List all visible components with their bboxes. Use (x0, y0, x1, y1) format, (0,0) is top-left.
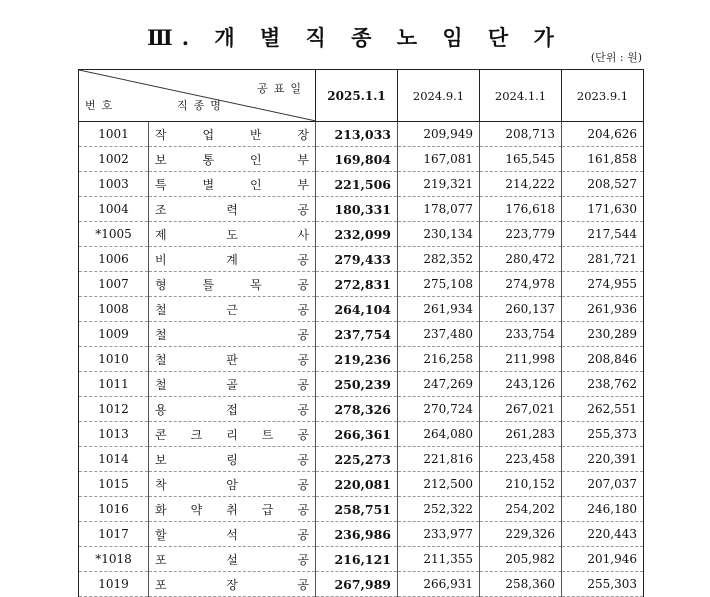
header-name-label: 직종명 (177, 99, 227, 112)
wage-value-2: 264,080 (398, 422, 480, 447)
job-name (155, 476, 309, 493)
job-name (155, 226, 309, 243)
table-row (79, 422, 644, 447)
job-name-char: 별 (202, 177, 215, 192)
wage-value-2: 219,321 (398, 172, 480, 197)
job-name-char: 조 (155, 202, 167, 217)
wage-value-2: 209,949 (398, 122, 480, 147)
job-name (155, 376, 309, 393)
job-name (155, 551, 309, 568)
wage-value-2: 266,931 (398, 572, 480, 597)
job-name-char: 공 (297, 477, 309, 492)
job-name (155, 151, 309, 168)
wage-value-1: 169,804 (316, 147, 398, 172)
job-name-char: 공 (297, 302, 309, 317)
wage-value-2: 230,134 (398, 222, 480, 247)
wage-value-3: 176,618 (480, 197, 562, 222)
job-name-cell (149, 497, 316, 522)
wage-value-4: 255,303 (562, 572, 644, 597)
wage-value-1: 225,273 (316, 447, 398, 472)
wage-value-2: 247,269 (398, 372, 480, 397)
job-name-char: 포 (155, 577, 167, 592)
wage-value-3: 214,222 (480, 172, 562, 197)
job-name (155, 351, 309, 368)
wage-value-4: 217,544 (562, 222, 644, 247)
table-row (79, 272, 644, 297)
job-name-char: 비 (155, 252, 167, 267)
wage-value-4: 208,846 (562, 347, 644, 372)
wage-value-3: 267,021 (480, 397, 562, 422)
wage-value-1: 219,236 (316, 347, 398, 372)
job-name-char: 판 (226, 352, 238, 367)
job-name-cell (149, 247, 316, 272)
job-name (155, 451, 309, 468)
job-name (155, 526, 309, 543)
job-name-char: 공 (297, 527, 309, 542)
wage-value-2: 237,480 (398, 322, 480, 347)
job-name-char: 리 (226, 427, 238, 442)
job-name-cell (149, 122, 316, 147)
job-name-char: 공 (297, 402, 309, 417)
job-name-char: 콘 (155, 427, 167, 442)
job-name-char: 급 (261, 502, 274, 517)
job-name-char: 철 (155, 377, 167, 392)
wage-value-4: 201,946 (562, 547, 644, 572)
table-row (79, 147, 644, 172)
wage-value-3: 208,713 (480, 122, 562, 147)
job-name-cell (149, 147, 316, 172)
job-name-char: 약 (190, 502, 203, 517)
job-name (155, 251, 309, 268)
wage-value-1: 237,754 (316, 322, 398, 347)
job-name-char: 공 (297, 252, 309, 267)
wage-value-2: 270,724 (398, 397, 480, 422)
wage-value-1: 264,104 (316, 297, 398, 322)
wage-value-3: 233,754 (480, 322, 562, 347)
wage-value-2: 261,934 (398, 297, 480, 322)
job-name (155, 426, 309, 443)
job-name-char: 공 (297, 352, 309, 367)
job-name-char: 공 (297, 277, 309, 292)
job-code-cell: 1015 (79, 472, 149, 497)
job-name-char: 할 (155, 527, 167, 542)
job-name (155, 126, 309, 143)
job-name-cell (149, 572, 316, 597)
job-code-cell: 1008 (79, 297, 149, 322)
job-code-cell: 1010 (79, 347, 149, 372)
wage-table (78, 69, 644, 597)
job-name-char: 작 (155, 127, 167, 142)
wage-value-1: 250,239 (316, 372, 398, 397)
job-name-cell (149, 472, 316, 497)
table-row (79, 347, 644, 372)
job-name-char: 특 (155, 177, 167, 192)
job-name-cell (149, 422, 316, 447)
job-name-char: 공 (297, 577, 309, 592)
job-code-cell: 1011 (79, 372, 149, 397)
job-name-char: 공 (297, 202, 309, 217)
wage-value-4: 204,626 (562, 122, 644, 147)
wage-value-3: 254,202 (480, 497, 562, 522)
job-name-char: 공 (297, 452, 309, 467)
job-name-char: 부 (297, 177, 309, 192)
table-row (79, 297, 644, 322)
wage-value-2: 275,108 (398, 272, 480, 297)
wage-value-1: 272,831 (316, 272, 398, 297)
job-name (155, 576, 309, 593)
job-name (155, 276, 309, 293)
table-row (79, 397, 644, 422)
header-date-3: 2024.1.1 (480, 70, 562, 122)
job-name-cell (149, 372, 316, 397)
wage-value-4: 274,955 (562, 272, 644, 297)
wage-value-1: 216,121 (316, 547, 398, 572)
wage-value-4: 246,180 (562, 497, 644, 522)
table-row (79, 497, 644, 522)
job-name-char: 크 (190, 427, 203, 442)
wage-value-3: 260,137 (480, 297, 562, 322)
wage-value-1: 278,326 (316, 397, 398, 422)
wage-value-1: 266,361 (316, 422, 398, 447)
job-name-char: 철 (155, 302, 167, 317)
wage-value-1: 258,751 (316, 497, 398, 522)
header-row (79, 70, 644, 122)
table-row (79, 172, 644, 197)
job-code-cell: 1013 (79, 422, 149, 447)
wage-value-1: 180,331 (316, 197, 398, 222)
unit-label: (단위 : 원) (590, 51, 642, 64)
job-name-cell (149, 297, 316, 322)
job-name-char: 공 (297, 327, 309, 342)
wage-value-2: 167,081 (398, 147, 480, 172)
job-name-char: 력 (226, 202, 238, 217)
wage-value-3: 280,472 (480, 247, 562, 272)
job-name-char: 암 (226, 477, 238, 492)
wage-value-1: 221,506 (316, 172, 398, 197)
table-row (79, 247, 644, 272)
job-code-cell: 1019 (79, 572, 149, 597)
wage-value-3: 261,283 (480, 422, 562, 447)
job-name-cell (149, 522, 316, 547)
job-name-char: 용 (155, 402, 167, 417)
job-name (155, 201, 309, 218)
job-code-cell: *1018 (79, 547, 149, 572)
job-name (155, 326, 309, 343)
job-name-char: 공 (297, 552, 309, 567)
table-row (79, 547, 644, 572)
wage-value-4: 255,373 (562, 422, 644, 447)
job-code-cell: 1004 (79, 197, 149, 222)
wage-value-1: 213,033 (316, 122, 398, 147)
job-name-char: 도 (226, 227, 238, 242)
job-name-cell (149, 547, 316, 572)
job-name-char: 링 (226, 452, 238, 467)
wage-value-4: 207,037 (562, 472, 644, 497)
wage-value-2: 216,258 (398, 347, 480, 372)
table-row (79, 447, 644, 472)
wage-value-4: 220,443 (562, 522, 644, 547)
job-name-char: 부 (297, 152, 309, 167)
job-code-cell: 1014 (79, 447, 149, 472)
job-name-char: 보 (155, 152, 167, 167)
table-body (79, 122, 644, 597)
job-name-char: 통 (202, 152, 215, 167)
job-name (155, 301, 309, 318)
job-name-char: 틀 (202, 277, 215, 292)
wage-value-4: 208,527 (562, 172, 644, 197)
job-name-cell (149, 322, 316, 347)
wage-value-1: 232,099 (316, 222, 398, 247)
table-row (79, 472, 644, 497)
wage-value-4: 171,630 (562, 197, 644, 222)
job-code-cell: 1003 (79, 172, 149, 197)
job-code-cell: 1007 (79, 272, 149, 297)
job-name-char: 목 (249, 277, 262, 292)
wage-value-4: 230,289 (562, 322, 644, 347)
job-code-cell: 1012 (79, 397, 149, 422)
job-name-cell (149, 347, 316, 372)
job-name-char: 취 (226, 502, 238, 517)
job-name-cell (149, 447, 316, 472)
wage-value-2: 233,977 (398, 522, 480, 547)
wage-value-4: 262,551 (562, 397, 644, 422)
header-date-4: 2023.9.1 (562, 70, 644, 122)
job-code-cell: *1005 (79, 222, 149, 247)
wage-value-2: 282,352 (398, 247, 480, 272)
job-name-char: 계 (226, 252, 238, 267)
wage-value-3: 210,152 (480, 472, 562, 497)
header-date-label: 공표일 (257, 82, 307, 95)
wage-value-3: 243,126 (480, 372, 562, 397)
job-name-char: 근 (226, 302, 238, 317)
job-name-char: 인 (249, 152, 262, 167)
job-name-char: 골 (226, 377, 238, 392)
job-code-cell: 1001 (79, 122, 149, 147)
wage-value-1: 279,433 (316, 247, 398, 272)
job-name-char: 보 (155, 452, 167, 467)
header-diagonal-cell (79, 70, 316, 122)
wage-value-3: 229,326 (480, 522, 562, 547)
job-name-char: 철 (155, 327, 167, 342)
header-date-1: 2025.1.1 (316, 70, 398, 122)
table-row (79, 322, 644, 347)
wage-value-2: 212,500 (398, 472, 480, 497)
job-name-char: 반 (249, 127, 262, 142)
job-code-cell: 1006 (79, 247, 149, 272)
wage-value-3: 211,998 (480, 347, 562, 372)
job-name-cell (149, 197, 316, 222)
job-name-char: 제 (155, 227, 167, 242)
wage-value-4: 261,936 (562, 297, 644, 322)
wage-value-4: 161,858 (562, 147, 644, 172)
job-name-char: 철 (155, 352, 167, 367)
table-row (79, 197, 644, 222)
job-code-cell: 1017 (79, 522, 149, 547)
wage-value-2: 178,077 (398, 197, 480, 222)
wage-value-3: 205,982 (480, 547, 562, 572)
job-name-char: 착 (155, 477, 167, 492)
wage-value-3: 165,545 (480, 147, 562, 172)
job-code-cell: 1009 (79, 322, 149, 347)
wage-value-3: 223,458 (480, 447, 562, 472)
table-row (79, 572, 644, 597)
job-name-char: 설 (226, 552, 238, 567)
wage-value-1: 236,986 (316, 522, 398, 547)
wage-value-4: 281,721 (562, 247, 644, 272)
table-row (79, 122, 644, 147)
table-row (79, 522, 644, 547)
wage-value-3: 274,978 (480, 272, 562, 297)
job-name (155, 401, 309, 418)
wage-value-1: 267,989 (316, 572, 398, 597)
job-name-char: 사 (297, 227, 309, 242)
job-name-char: 인 (249, 177, 262, 192)
job-name-char: 접 (226, 402, 238, 417)
table-row (79, 372, 644, 397)
wage-value-1: 220,081 (316, 472, 398, 497)
job-name-char: 트 (261, 427, 274, 442)
wage-value-4: 238,762 (562, 372, 644, 397)
page-title: Ⅲ. 개 별 직 종 노 임 단 가 (147, 25, 563, 50)
job-name-char: 석 (226, 527, 238, 542)
wage-value-4: 220,391 (562, 447, 644, 472)
wage-value-3: 223,779 (480, 222, 562, 247)
table-row (79, 222, 644, 247)
job-name-char: 장 (297, 127, 309, 142)
header-date-2: 2024.9.1 (398, 70, 480, 122)
job-code-cell: 1016 (79, 497, 149, 522)
job-name-char: 화 (155, 502, 167, 517)
job-name-cell (149, 272, 316, 297)
job-name-char: 장 (226, 577, 238, 592)
job-name (155, 501, 309, 518)
job-name-char: 공 (297, 502, 309, 517)
job-name-cell (149, 222, 316, 247)
job-name-char: 공 (297, 427, 309, 442)
job-name-char: 포 (155, 552, 167, 567)
wage-value-2: 211,355 (398, 547, 480, 572)
job-name-char: 업 (202, 127, 215, 142)
job-name-char: 공 (297, 377, 309, 392)
job-name-cell (149, 397, 316, 422)
job-name (155, 176, 309, 193)
job-name-char: 형 (155, 277, 167, 292)
wage-value-3: 258,360 (480, 572, 562, 597)
header-code-label: 번호 (85, 99, 119, 112)
wage-value-2: 252,322 (398, 497, 480, 522)
job-name-cell (149, 172, 316, 197)
job-code-cell: 1002 (79, 147, 149, 172)
wage-value-2: 221,816 (398, 447, 480, 472)
